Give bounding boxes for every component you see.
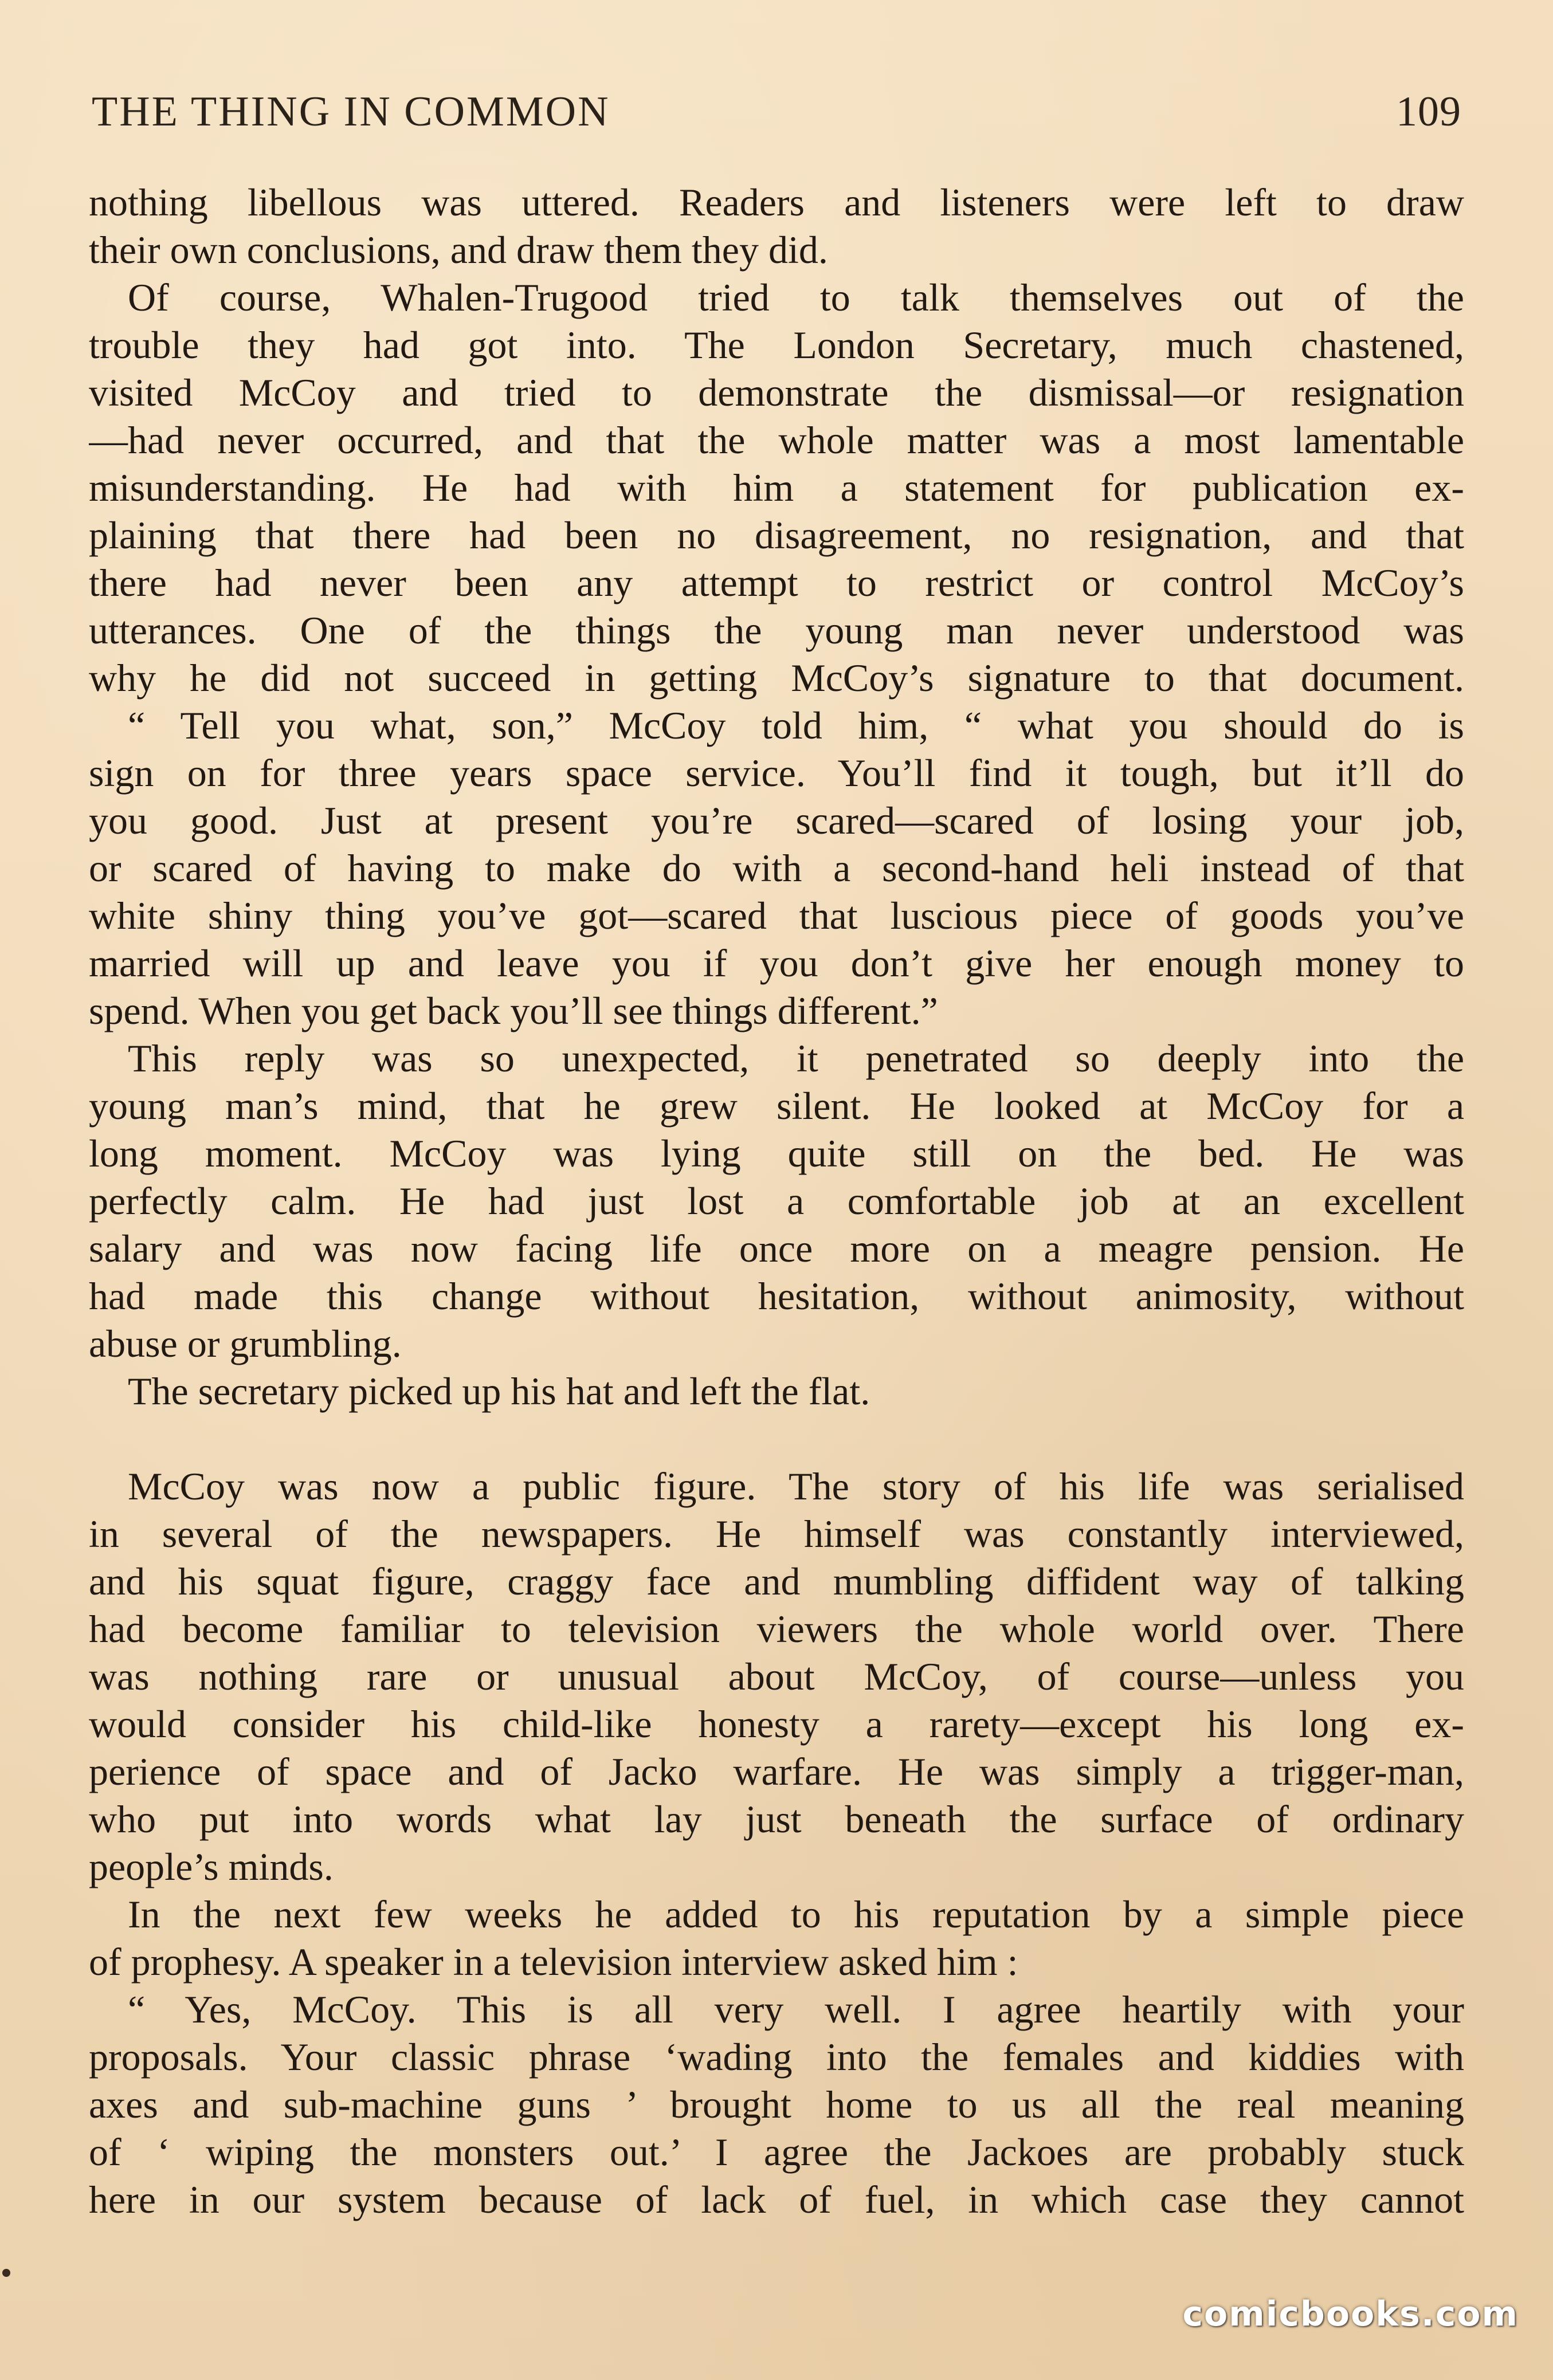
text-line: perfectly calm. He had just lost a comfortable job at an excellent	[89, 1179, 1464, 1223]
text-line: The secretary picked up his hat and left the flat.	[128, 1369, 870, 1413]
text-line: long moment. McCoy was lying quite still on the bed. He was	[89, 1132, 1464, 1175]
text-line: sign on for three years space service. You’ll find it tough, but it’ll do	[89, 751, 1464, 795]
text-line: people’s minds.	[89, 1845, 334, 1888]
text-line: of ‘ wiping the monsters out.’ I agree the Jackoes are probably stuck	[89, 2130, 1464, 2174]
text-line: why he did not succeed in getting McCoy’s signature to that document.	[89, 656, 1464, 700]
text-line: This reply was so unexpected, it penetrated so deeply into the	[128, 1036, 1464, 1080]
text-line: was nothing rare or unusual about McCoy, of course—unless you	[89, 1655, 1464, 1698]
text-line: trouble they had got into. The London Secretary, much chastened,	[89, 323, 1464, 367]
text-line: or scared of having to make do with a second-hand heli instead of that	[89, 846, 1464, 890]
text-line: “ Yes, McCoy. This is all very well. I agree heartily with your	[128, 1988, 1464, 2031]
text-line: axes and sub-machine guns ’ brought home to us all the real meaning	[89, 2083, 1464, 2126]
text-line: married will up and leave you if you don’t give her enough money to	[89, 941, 1464, 985]
running-title: THE THING IN COMMON	[92, 88, 610, 135]
text-line: who put into words what lay just beneath the surface of ordinary	[89, 1797, 1464, 1841]
text-line: spend. When you get back you’ll see things different.”	[89, 989, 938, 1032]
text-line: had made this change without hesitation, without animosity, without	[89, 1274, 1464, 1318]
watermark: comicbooks.com	[1182, 2294, 1519, 2334]
text-line: of prophesy. A speaker in a television interview asked him :	[89, 1940, 1018, 1984]
text-line: had become familiar to television viewers the whole world over. There	[89, 1607, 1464, 1651]
page-header	[92, 80, 1461, 143]
text-line: in several of the newspapers. He himself was constantly interviewed,	[89, 1512, 1464, 1556]
text-line: “ Tell you what, son,” McCoy told him, “ what you should do is	[128, 704, 1464, 747]
text-line: —had never occurred, and that the whole matter was a most lamentable	[89, 418, 1464, 462]
text-line: here in our system because of lack of fuel, in which case they cannot	[89, 2178, 1464, 2221]
text-line: Of course, Whalen-Trugood tried to talk themselves out of the	[128, 276, 1464, 319]
text-line: their own conclusions, and draw them they did.	[89, 228, 828, 272]
text-line: young man’s mind, that he grew silent. He looked at McCoy for a	[89, 1084, 1464, 1128]
text-line: McCoy was now a public figure. The story of his life was serialised	[128, 1464, 1464, 1508]
text-line: and his squat figure, craggy face and mumbling diffident way of talking	[89, 1560, 1464, 1603]
section-break	[89, 1415, 1464, 1463]
text-line: nothing libellous was uttered. Readers and listeners were left to draw	[89, 180, 1464, 224]
text-line: perience of space and of Jacko warfare. He was simply a trigger-man,	[89, 1750, 1464, 1793]
text-line: proposals. Your classic phrase ‘wading into the females and kiddies with	[89, 2035, 1464, 2079]
text-line: abuse or grumbling.	[89, 1322, 402, 1365]
text-line: In the next few weeks he added to his reputation by a simple piece	[128, 1892, 1464, 1936]
text-line: salary and was now facing life once more on a meagre pension. He	[89, 1227, 1464, 1270]
text-line: white shiny thing you’ve got—scared that luscious piece of goods you’ve	[89, 894, 1464, 937]
text-line: visited McCoy and tried to demonstrate the dismissal—or resignation	[89, 371, 1464, 414]
body-text	[89, 179, 1464, 2224]
text-line: you good. Just at present you’re scared—scared of losing your job,	[89, 799, 1464, 842]
text-line: there had never been any attempt to restrict or control McCoy’s	[89, 561, 1464, 604]
text-line: misunderstanding. He had with him a statement for publication ex-	[89, 466, 1464, 509]
text-line: plaining that there had been no disagreement, no resignation, and that	[89, 513, 1464, 557]
text-line: would consider his child-like honesty a rarety—except his long ex-	[89, 1702, 1464, 1746]
ink-speck	[2, 2269, 10, 2277]
page-number: 109	[1396, 88, 1461, 135]
text-line: utterances. One of the things the young man never understood was	[89, 608, 1464, 652]
